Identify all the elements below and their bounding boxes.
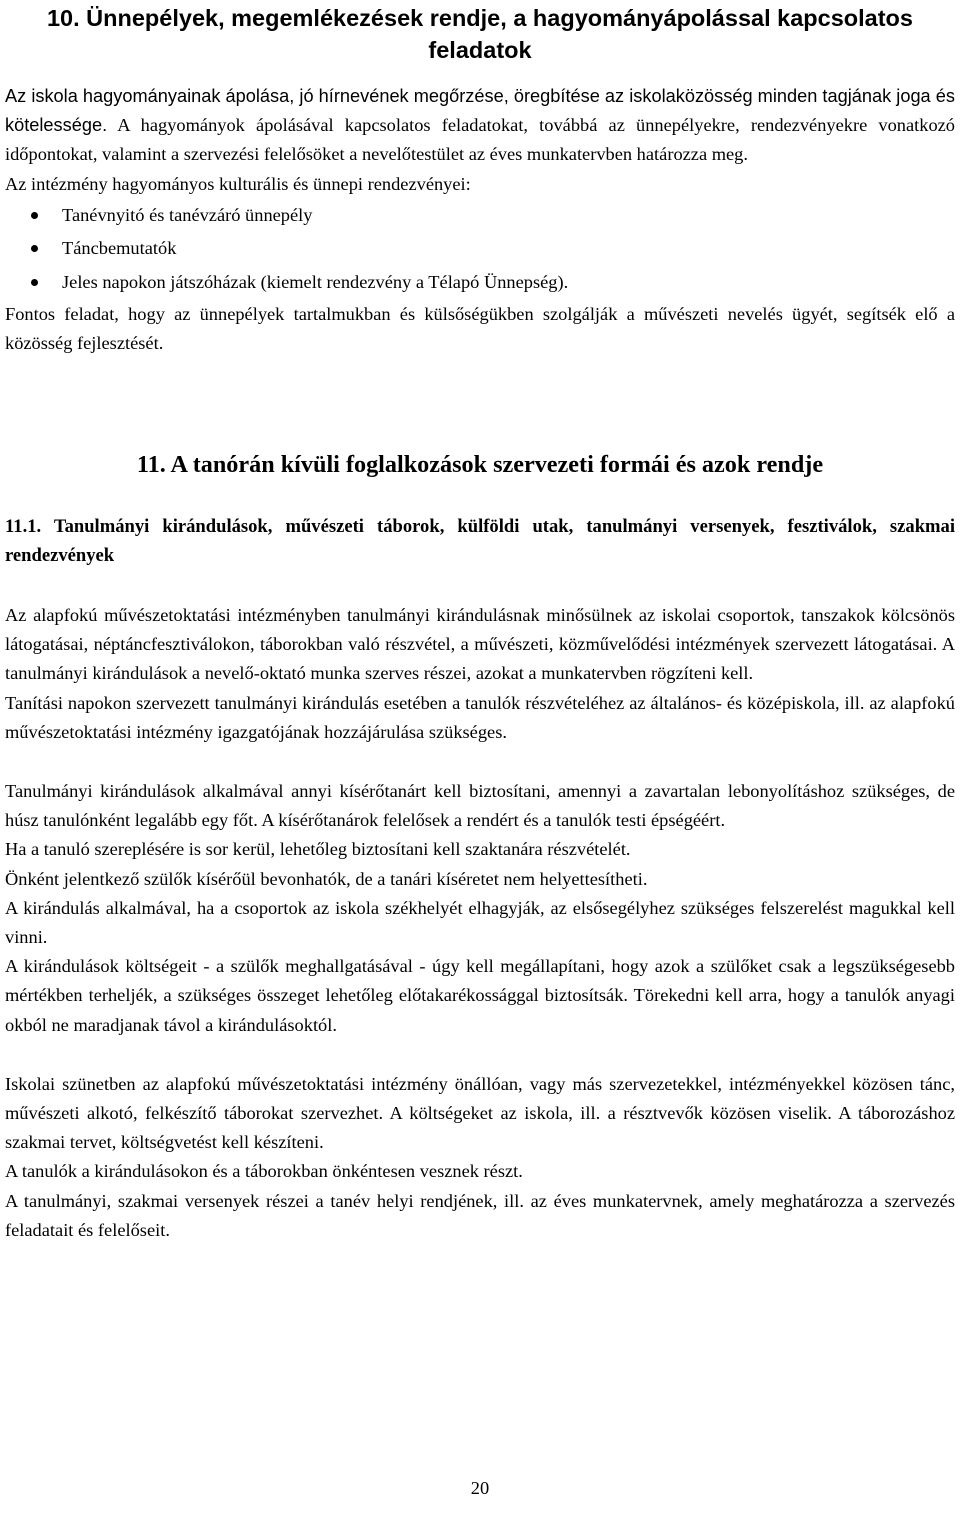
section-10-title: 10. Ünnepélyek, megemlékezések rendje, a hagyományápolással kapcsolatos feladatok xyxy=(46,5,913,63)
list-item xyxy=(5,266,955,300)
bullet-icon xyxy=(31,279,38,286)
intro-sentence-1: Az iskola hagyományainak ápolása, jó hírnevének megőrzése, öregbítése az iskolaközösség minden tagjának joga és kötelessége. xyxy=(5,86,955,136)
events-list xyxy=(5,199,955,300)
bullet-icon xyxy=(31,245,38,252)
paragraph: A kirándulások költségeit - a szülők meghallgatásával - úgy kell megállapítani, hogy azok a szülőket csak a legszükségesebb mértékben terheljék, a szükséges összeget lehetőleg előtakarékossággal biztosítsák. Törekedni kell arra, hogy a tanulók anyagi okból ne maradjanak távol a kirándulásoktól. xyxy=(5,956,955,1035)
section-11-title: 11. A tanórán kívüli foglalkozások szervezeti formái és azok rendje xyxy=(136,451,824,478)
paragraph: Ha a tanuló szereplésére is sor kerül, lehetőleg biztosítani kell szaktanára részvételét. xyxy=(5,839,631,860)
paragraph: Önként jelentkező szülők kísérőül bevonhatók, de a tanári kíséretet nem helyettesítheti. xyxy=(5,868,648,889)
document-page xyxy=(5,0,955,1245)
subsection-11-1-title: 11.1. Tanulmányi kirándulások, művészeti táborok, külföldi utak, tanulmányi versenyek, fesztiválok, szakmai rendezvények xyxy=(5,516,955,566)
paragraph-block-2 xyxy=(5,777,955,1040)
paragraph-block-1 xyxy=(5,601,955,747)
paragraph: A tanulók a kirándulásokon és a táborokban önkéntesen vesznek részt. xyxy=(5,1161,523,1182)
events-intro: Az intézmény hagyományos kulturális és ünnepi rendezvényei: xyxy=(5,173,471,194)
list-item xyxy=(5,199,955,233)
paragraph: Iskolai szünetben az alapfokú művészetoktatási intézmény önállóan, vagy más szervezetekkel, intézményekkel közösen tánc, művészeti alkotó, felkészítő táborokat szervezhet. A költségeket az iskola, ill. a résztvevők közösen viselik. A táborozáshoz szakmai tervet, költségvetést kell készíteni. xyxy=(5,1073,955,1153)
paragraph: A kirándulás alkalmával, ha a csoportok az iskola székhelyét elhagyják, az elsősegélyhez szükséges felszerelést magukkal kell vinni. xyxy=(5,897,955,948)
paragraph: Tanulmányi kirándulások alkalmával annyi kísérőtanárt kell biztosítani, amennyi a zavartalan lebonyolításhoz szükséges, de húsz tanulónként legalább egy főt. A kísérőtanárok felelősek a rendért és a tanulók testi épségéért. xyxy=(5,781,955,831)
list-item-text: Táncbemutatók xyxy=(62,238,177,259)
list-item xyxy=(5,232,955,266)
list-item-text: Jeles napokon játszóházak (kiemelt rendezvény a Télapó Ünnepség). xyxy=(62,272,569,292)
intro-sentence-2: A hagyományok ápolásával kapcsolatos feladatokat, továbbá az ünnepélyekre, rendezvényekre vonatkozó időpontokat, valamint a szervezési felelősöket a nevelőtestület az éves munkatervben határozza meg. xyxy=(5,115,955,165)
page-number: 20 xyxy=(470,1478,490,1498)
section-10-closing: Fontos feladat, hogy az ünnepélyek tartalmukban és külsőségükben szolgálják a művészeti nevelés ügyét, segítsék elő a közösség fejlesztését. xyxy=(5,303,955,353)
section-10-intro xyxy=(5,82,955,170)
paragraph: Az alapfokú művészetoktatási intézményben tanulmányi kirándulásnak minősülnek az iskolai csoportok, tanszakok kölcsönös látogatásai, néptáncfesztiválokon, táborokban való részvétel, a művészeti, közművelődési intézmények szervezett látogatásai. A tanulmányi kirándulások a nevelő-oktató munka szerves részei, azokat a munkatervben rögzíteni kell. xyxy=(5,605,955,684)
bullet-icon xyxy=(31,212,38,219)
paragraph: Tanítási napokon szervezett tanulmányi kirándulás esetében a tanulók részvételéhez az általános- és középiskola, ill. az alapfokú művészetoktatási intézmény igazgatójának hozzájárulása szükséges. xyxy=(5,692,955,742)
paragraph: A tanulmányi, szakmai versenyek részei a tanév helyi rendjének, ill. az éves munkatervnek, amely meghatározza a szervezés feladatait és felelőseit. xyxy=(5,1190,955,1240)
paragraph-block-3 xyxy=(5,1070,955,1245)
list-item-text: Tanévnyitó és tanévzáró ünnepély xyxy=(62,204,313,225)
